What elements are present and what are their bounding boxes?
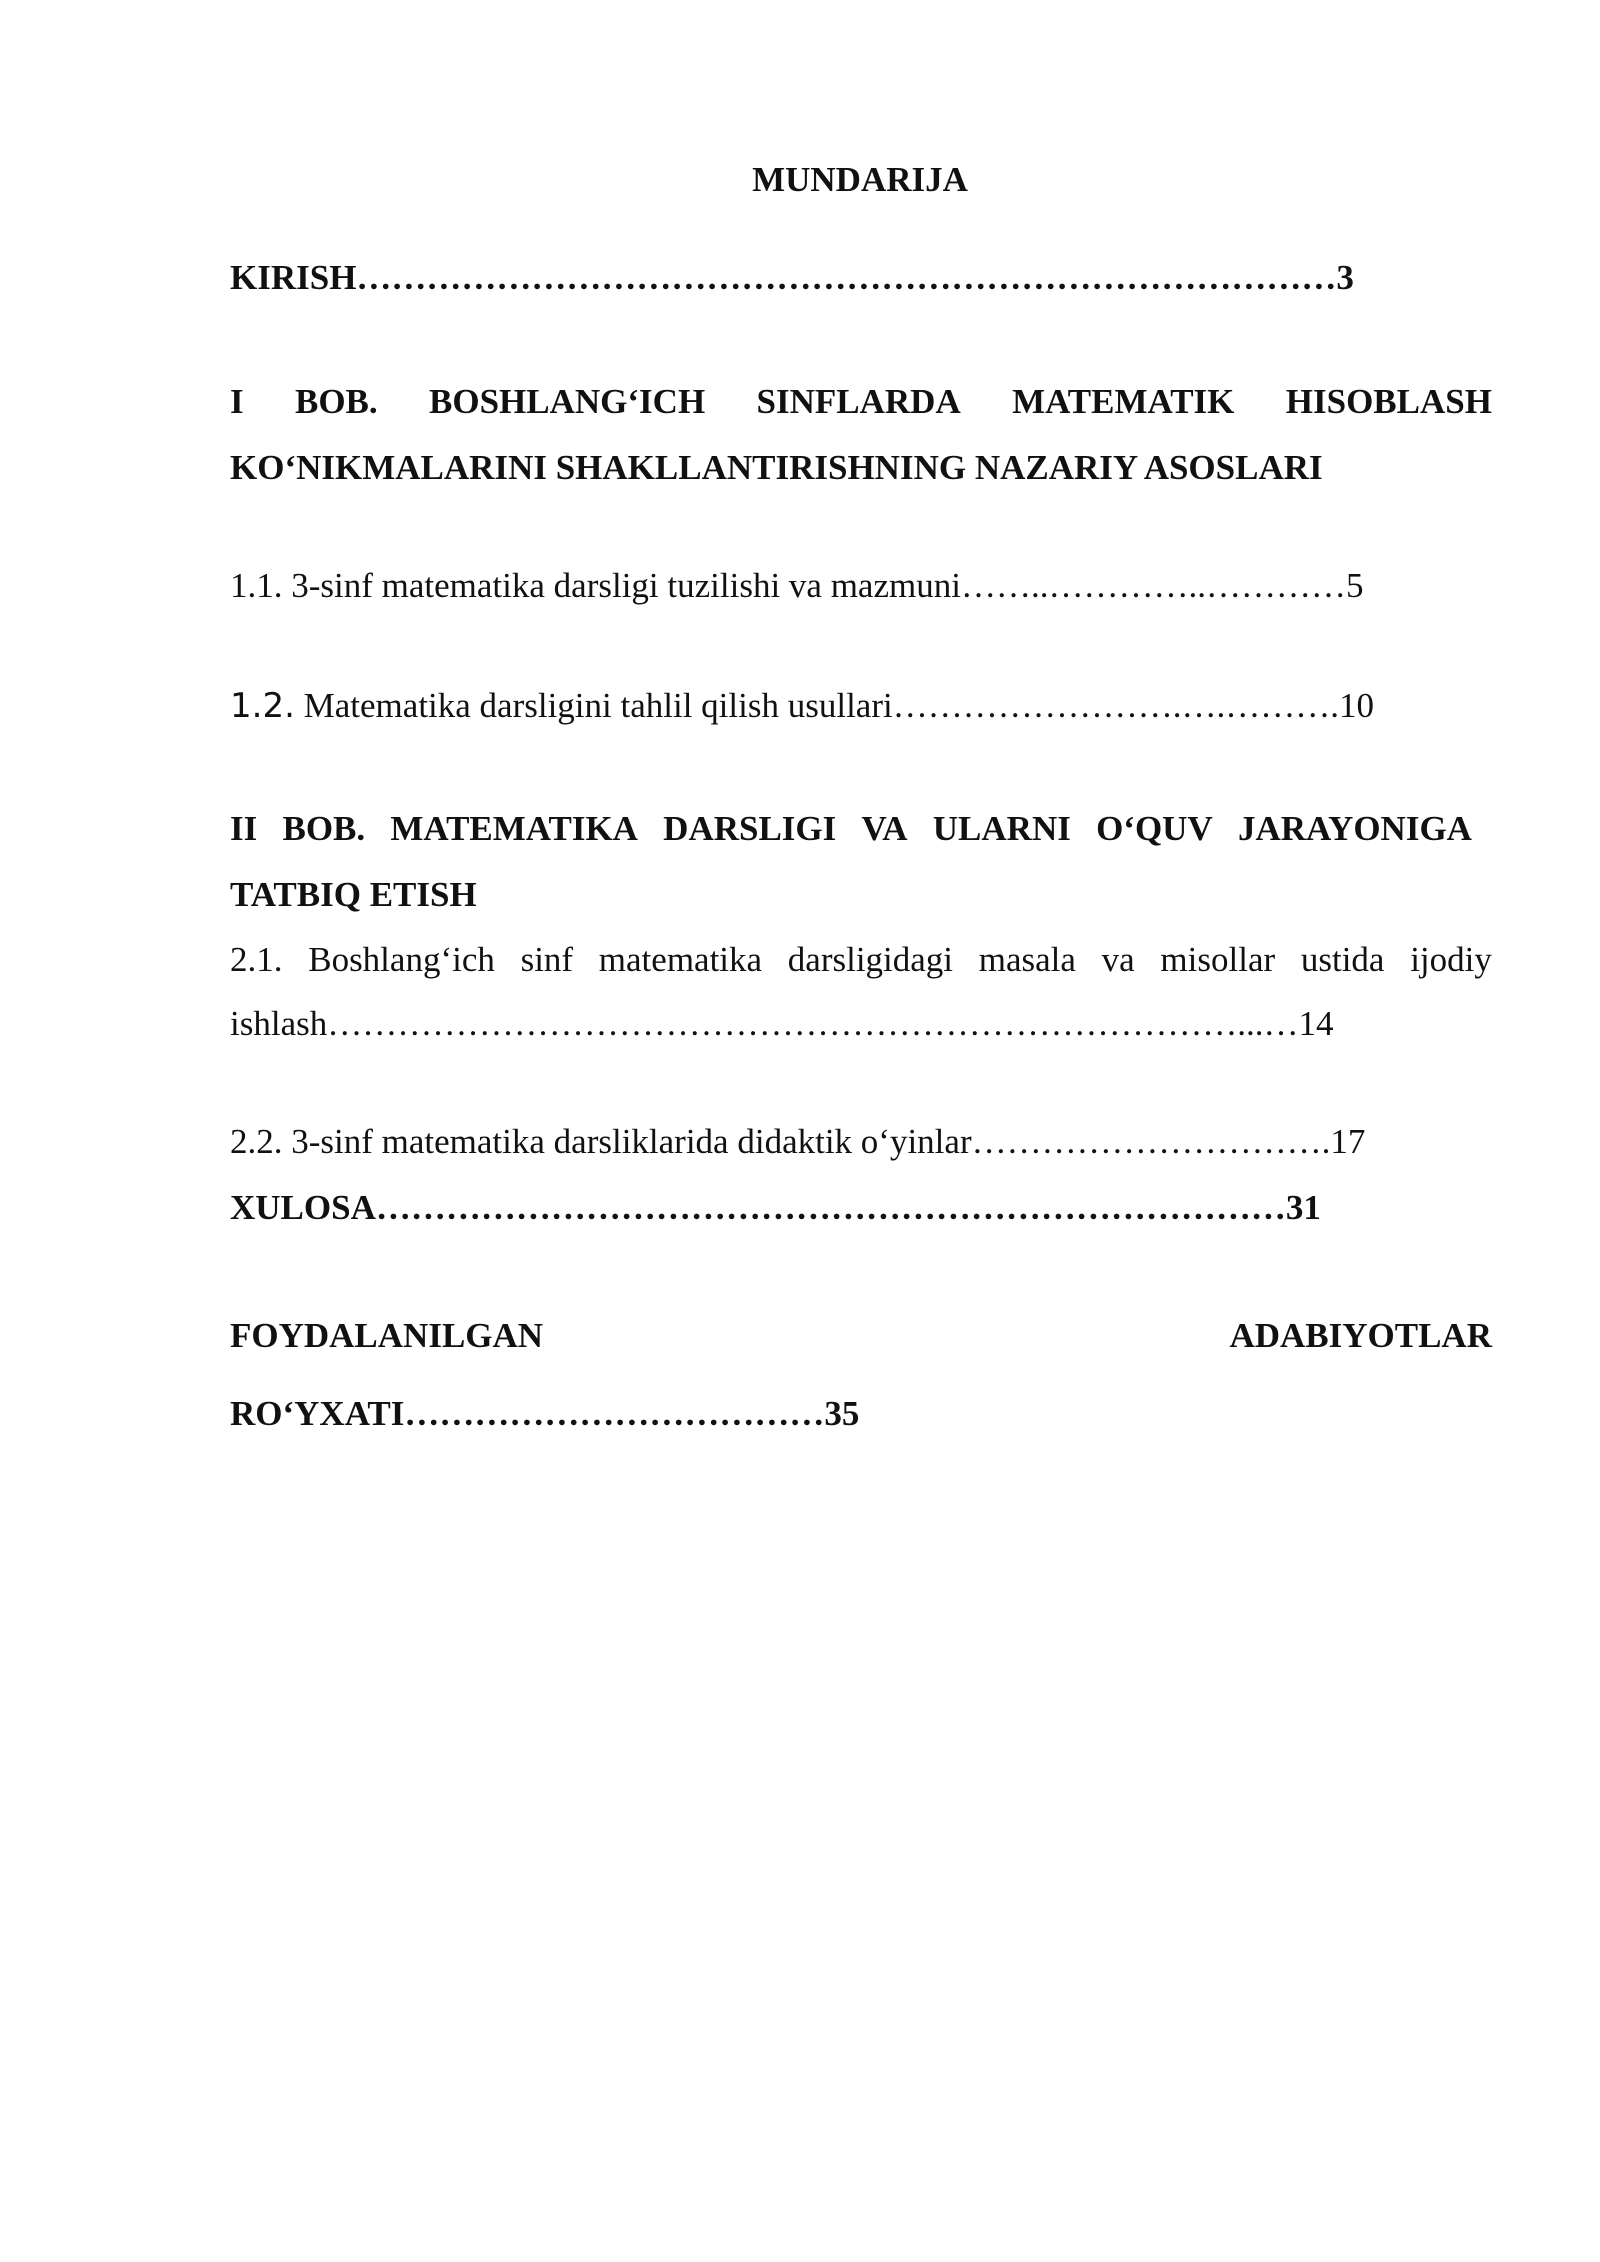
text-word: sinf — [520, 940, 574, 979]
toc-chapter-1-heading-line2: KO‘NIKMALARINI SHAKLLANTIRISHNING NAZARIY ASOSLARI — [230, 448, 1323, 487]
section-text: Matematika darsligini tahlil qilish usullari…………………….….……….10 — [294, 686, 1374, 725]
toc-entry-kirish: KIRISH…………………………………………………………………………3 — [230, 258, 1354, 297]
toc-chapter-2-heading-line1 — [230, 807, 1472, 851]
heading-word: ULARNI — [932, 809, 1071, 848]
heading-word: O‘QUV — [1096, 809, 1213, 848]
toc-section-1-2 — [230, 684, 1374, 728]
heading-word: JARAYONIGA — [1237, 809, 1472, 848]
text-word: ijodiy — [1410, 940, 1492, 979]
heading-word: MATEMATIKA — [390, 809, 638, 848]
heading-word: II — [230, 809, 258, 848]
toc-section-2-1-line2: ishlash……………………………………………………………………...…14 — [230, 1004, 1334, 1043]
heading-word: BOB. — [282, 809, 366, 848]
heading-word: VA — [861, 809, 908, 848]
text-word: 2.1. — [230, 940, 283, 979]
heading-word: ADABIYOTLAR — [1229, 1316, 1492, 1355]
toc-entry-xulosa: XULOSA……………………………………………………………………31 — [230, 1188, 1321, 1227]
text-word: masala — [978, 940, 1076, 979]
toc-entry-foydalanilgan-line1 — [230, 1314, 1492, 1358]
text-word: darsligidagi — [787, 940, 954, 979]
toc-entry-foydalanilgan-line2: RO‘YXATI………………………………35 — [230, 1394, 860, 1433]
heading-word: BOSHLANG‘ICH — [429, 382, 706, 421]
text-word: Boshlang‘ich — [308, 940, 495, 979]
text-word: matematika — [598, 940, 763, 979]
text-word: va — [1101, 940, 1135, 979]
toc-section-2-1-line1 — [230, 938, 1492, 982]
toc-section-2-2: 2.2. 3-sinf matematika darsliklarida didaktik o‘yinlar………………………….17 — [230, 1122, 1366, 1161]
text-word: ustida — [1300, 940, 1385, 979]
toc-chapter-1-heading-line1 — [230, 380, 1492, 424]
toc-chapter-2-heading-line2: TATBIQ ETISH — [230, 875, 477, 914]
heading-word: DARSLIGI — [663, 809, 837, 848]
heading-word: I — [230, 382, 244, 421]
heading-word: SINFLARDA — [756, 382, 961, 421]
toc-section-1-1: 1.1. 3-sinf matematika darsligi tuzilishi va mazmuni……..…………..…………5 — [230, 566, 1364, 605]
heading-word: BOB. — [294, 382, 378, 421]
heading-word: FOYDALANILGAN — [230, 1316, 544, 1355]
text-word: misollar — [1160, 940, 1276, 979]
heading-word: HISOBLASH — [1285, 382, 1492, 421]
page-title: MUNDARIJA — [752, 160, 968, 199]
section-number: 1.2. — [230, 686, 295, 726]
heading-word: MATEMATIK — [1012, 382, 1235, 421]
